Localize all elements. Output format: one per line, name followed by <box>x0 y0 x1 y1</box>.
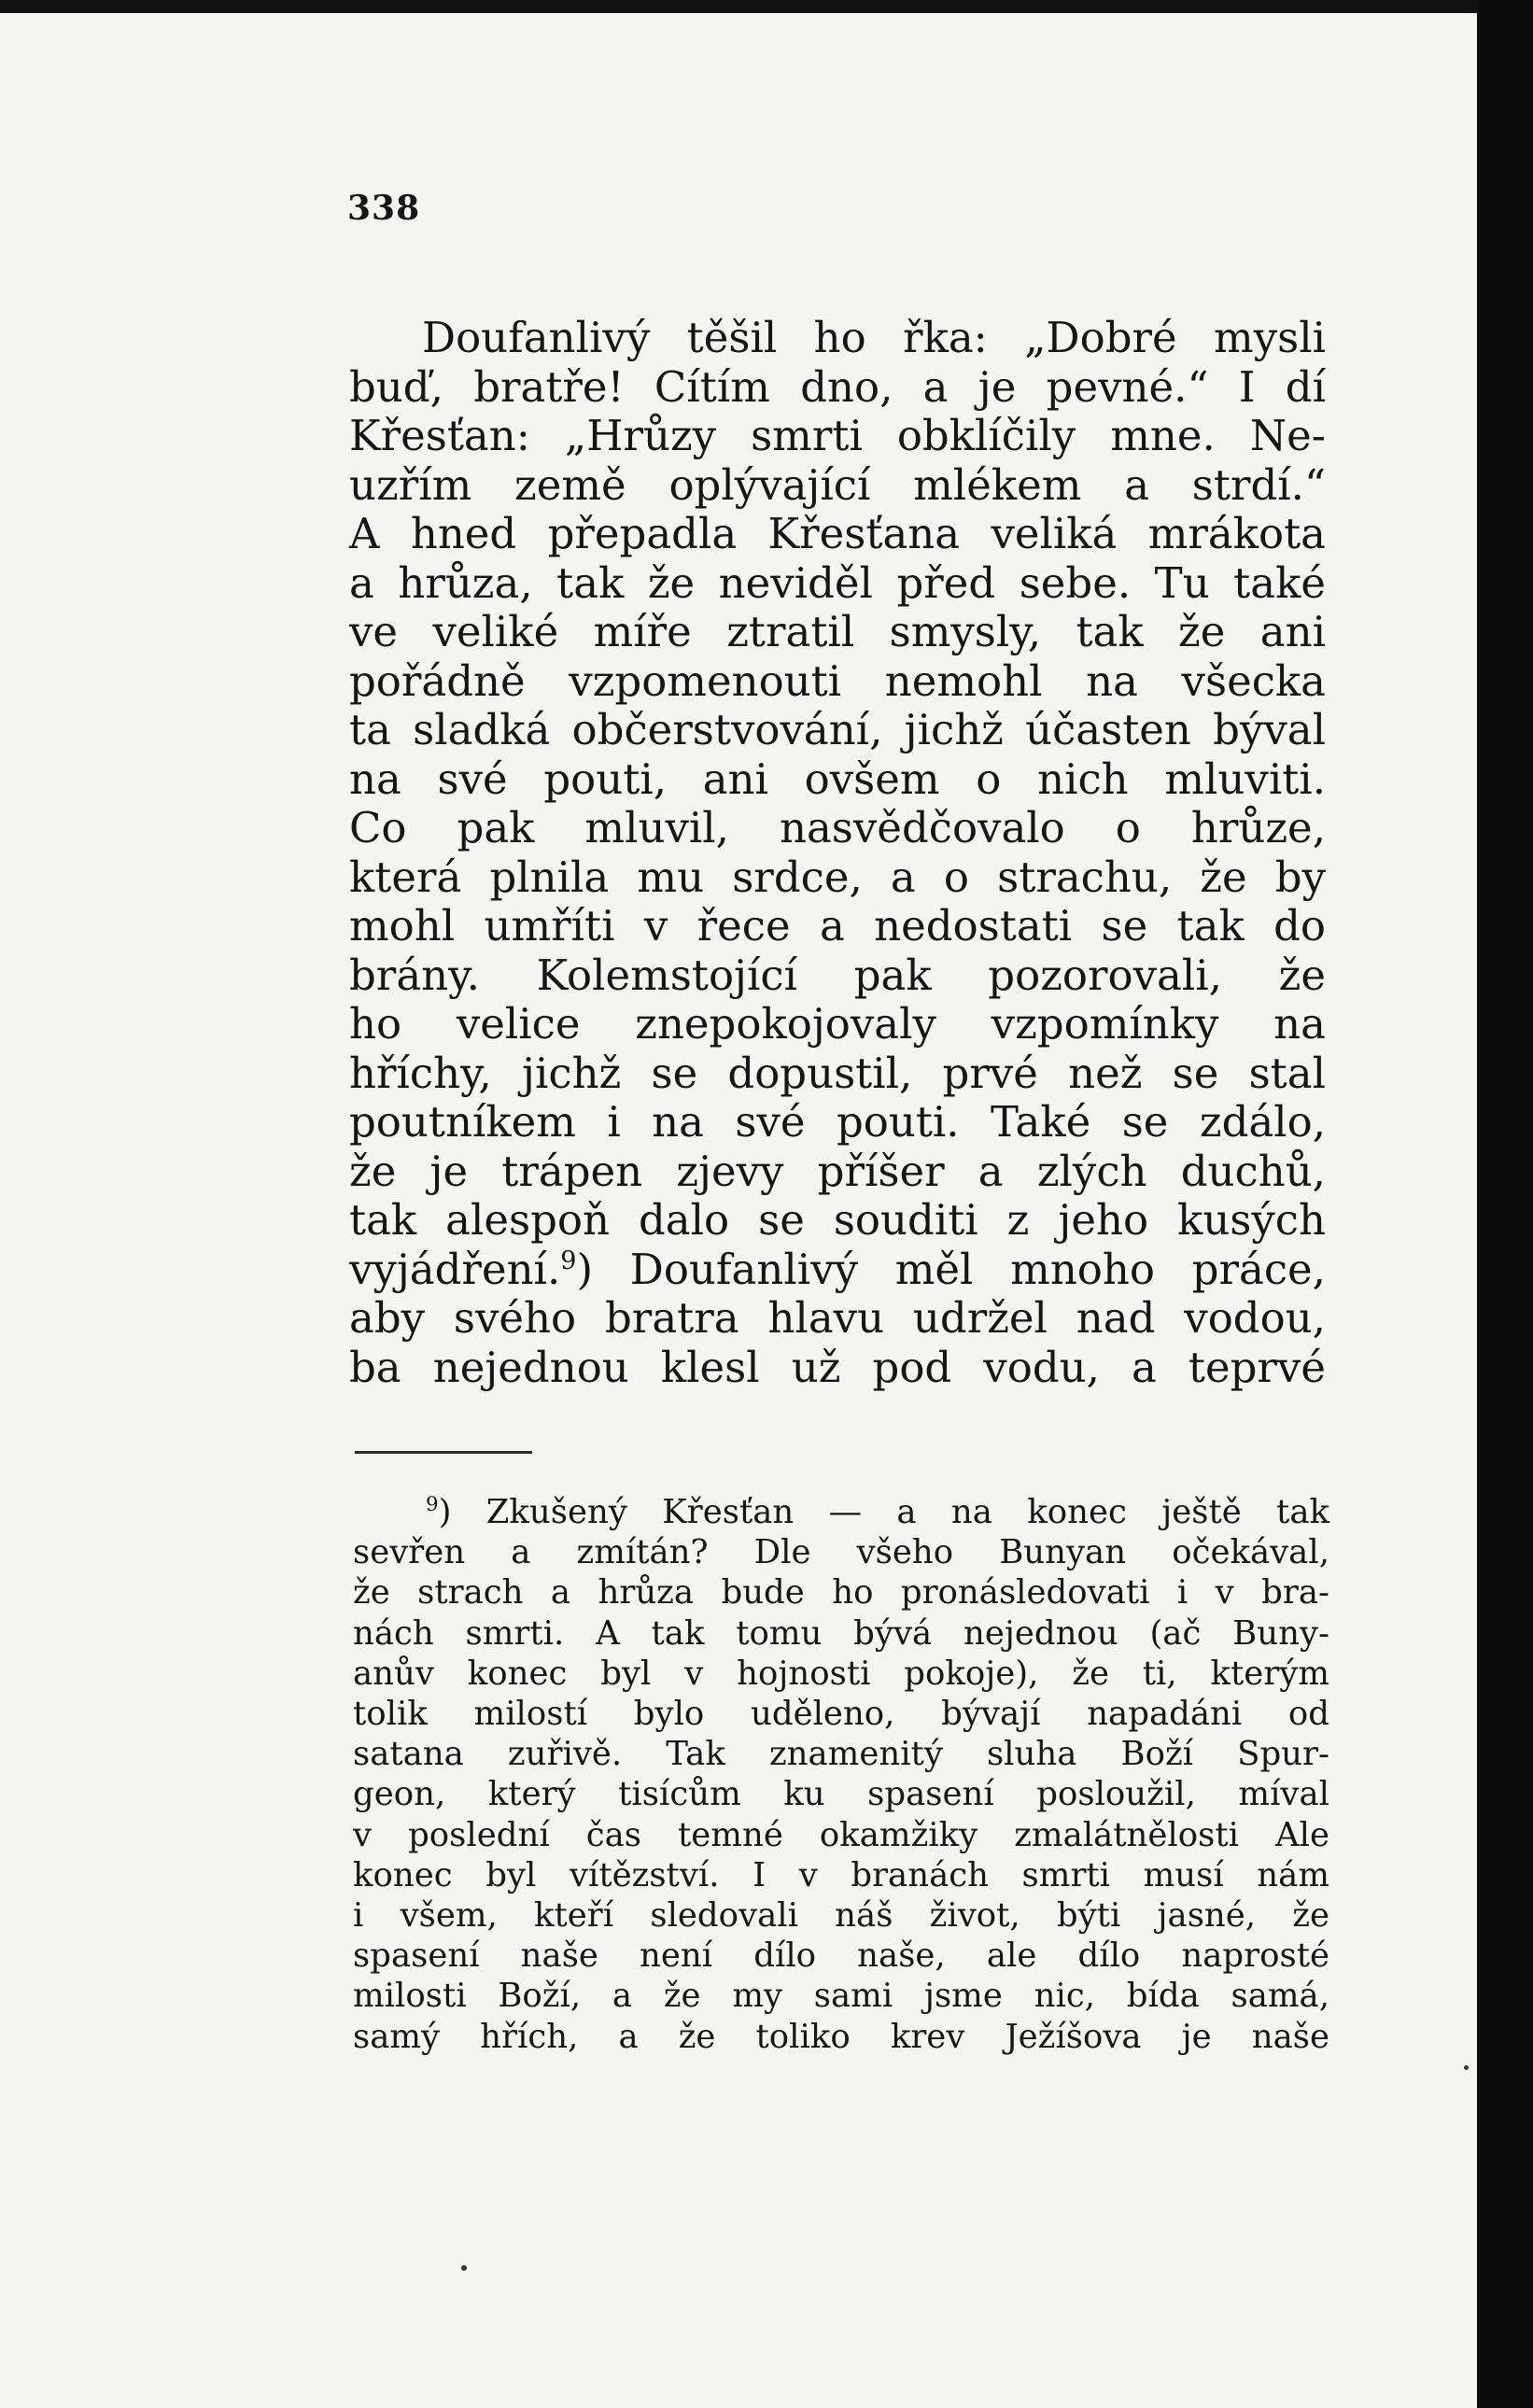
main-text <box>349 314 1326 1392</box>
book-page <box>0 13 1477 2408</box>
text-line-with-footnote-ref <box>349 1246 1326 1295</box>
scan-edge <box>1477 0 1533 2408</box>
text-line: poutníkem i na své pouti. Také se zdálo, <box>349 1097 1326 1147</box>
text-fragment: ) Doufanlivý měl mnoho práce, <box>576 1244 1326 1294</box>
footnote-line: i všem, kteří sledovali náš život, býti jasné, že <box>353 1896 1329 1936</box>
text-line: Křesťan: „Hrůzy smrti obklíčily mne. Ne- <box>349 411 1326 460</box>
footnote-line: milosti Boží, a že my sami jsme nic, bída samá, <box>353 1977 1329 2016</box>
footnote-line: v poslední čas temné okamžiky zmalátnělosti Ale <box>353 1815 1329 1854</box>
text-line: buď, bratře! Cítím dno, a je pevné.“ I dí <box>349 361 1326 412</box>
text-line: hříchy, jichž se dopustil, prvé než se stal <box>349 1048 1326 1098</box>
footnote-line: sevřen a zmítán? Dle všeho Bunyan očekával, <box>353 1533 1329 1572</box>
paper-speck <box>461 2265 467 2271</box>
text-line: Doufanlivý těšil ho řka: „Dobré mysli <box>422 313 1326 362</box>
footnote-line: geon, který tisícům ku spasení posloužil, míval <box>353 1775 1329 1814</box>
text-line: která plnila mu srdce, a o strachu, že by <box>349 852 1326 902</box>
text-fragment: vyjádření. <box>349 1244 561 1294</box>
footnote-reference: 9 <box>560 1246 577 1275</box>
footnote-line: satana zuřivě. Tak znamenitý sluha Boží Spur- <box>353 1735 1329 1774</box>
text-line: aby svého bratra hlavu udržel nad vodou, <box>349 1293 1326 1343</box>
page-number: 338 <box>347 189 421 228</box>
text-line: tak alespoň dalo se souditi z jeho kusých <box>349 1195 1326 1245</box>
footnote <box>353 1492 1329 2057</box>
text-line: ba nejednou klesl už pod vodu, a teprvé <box>349 1342 1326 1392</box>
text-line: brány. Kolemstojící pak pozorovali, že <box>349 950 1326 1000</box>
footnote-line: že strach a hrůza bude ho pronásledovati i v bra- <box>353 1573 1329 1612</box>
footnote-marker: 9 <box>426 1493 439 1517</box>
footnote-separator <box>355 1451 532 1454</box>
footnote-line: konec byl vítězství. I v branách smrti musí nám <box>353 1855 1329 1894</box>
text-line: uzřím země oplývající mlékem a strdí.“ <box>349 459 1326 510</box>
text-line: na své pouti, ani ovšem o nich mluviti. <box>349 753 1326 804</box>
text-line: ta sladká občerstvování, jichž účasten býval <box>349 705 1326 754</box>
text-line: ve veliké míře ztratil smysly, tak že ani <box>349 607 1326 656</box>
text-line: že je trápen zjevy příšer a zlých duchů, <box>349 1146 1326 1196</box>
footnote-line: samý hřích, a že toliko krev Ježíšova je naše <box>353 2017 1329 2056</box>
text-line: a hrůza, tak že neviděl před sebe. Tu také <box>349 557 1326 608</box>
footnote-line: spasení naše není dílo naše, ale dílo naprosté <box>353 1936 1329 1976</box>
paper-speck <box>1464 2065 1469 2070</box>
footnote-line: anův konec byl v hojnosti pokoje), že ti, kterým <box>353 1654 1329 1693</box>
footnote-fragment: ) Zkušený Křesťan — a na konec ještě tak <box>438 1493 1329 1531</box>
footnote-line: nách smrti. A tak tomu bývá nejednou (ač Buny- <box>353 1613 1329 1653</box>
footnote-line: tolik milostí bylo uděleno, bývají napadáni od <box>353 1695 1329 1734</box>
text-line: mohl umříti v řece a nedostati se tak do <box>349 901 1326 951</box>
text-line: ho velice znepokojovaly vzpomínky na <box>349 999 1326 1049</box>
footnote-line <box>353 1492 1329 1532</box>
text-line: pořádně vzpomenouti nemohl na všecka <box>349 655 1326 706</box>
text-line: Co pak mluvil, nasvědčovalo o hrůze, <box>349 803 1326 852</box>
text-line: A hned přepadla Křesťana veliká mrákota <box>349 509 1326 558</box>
